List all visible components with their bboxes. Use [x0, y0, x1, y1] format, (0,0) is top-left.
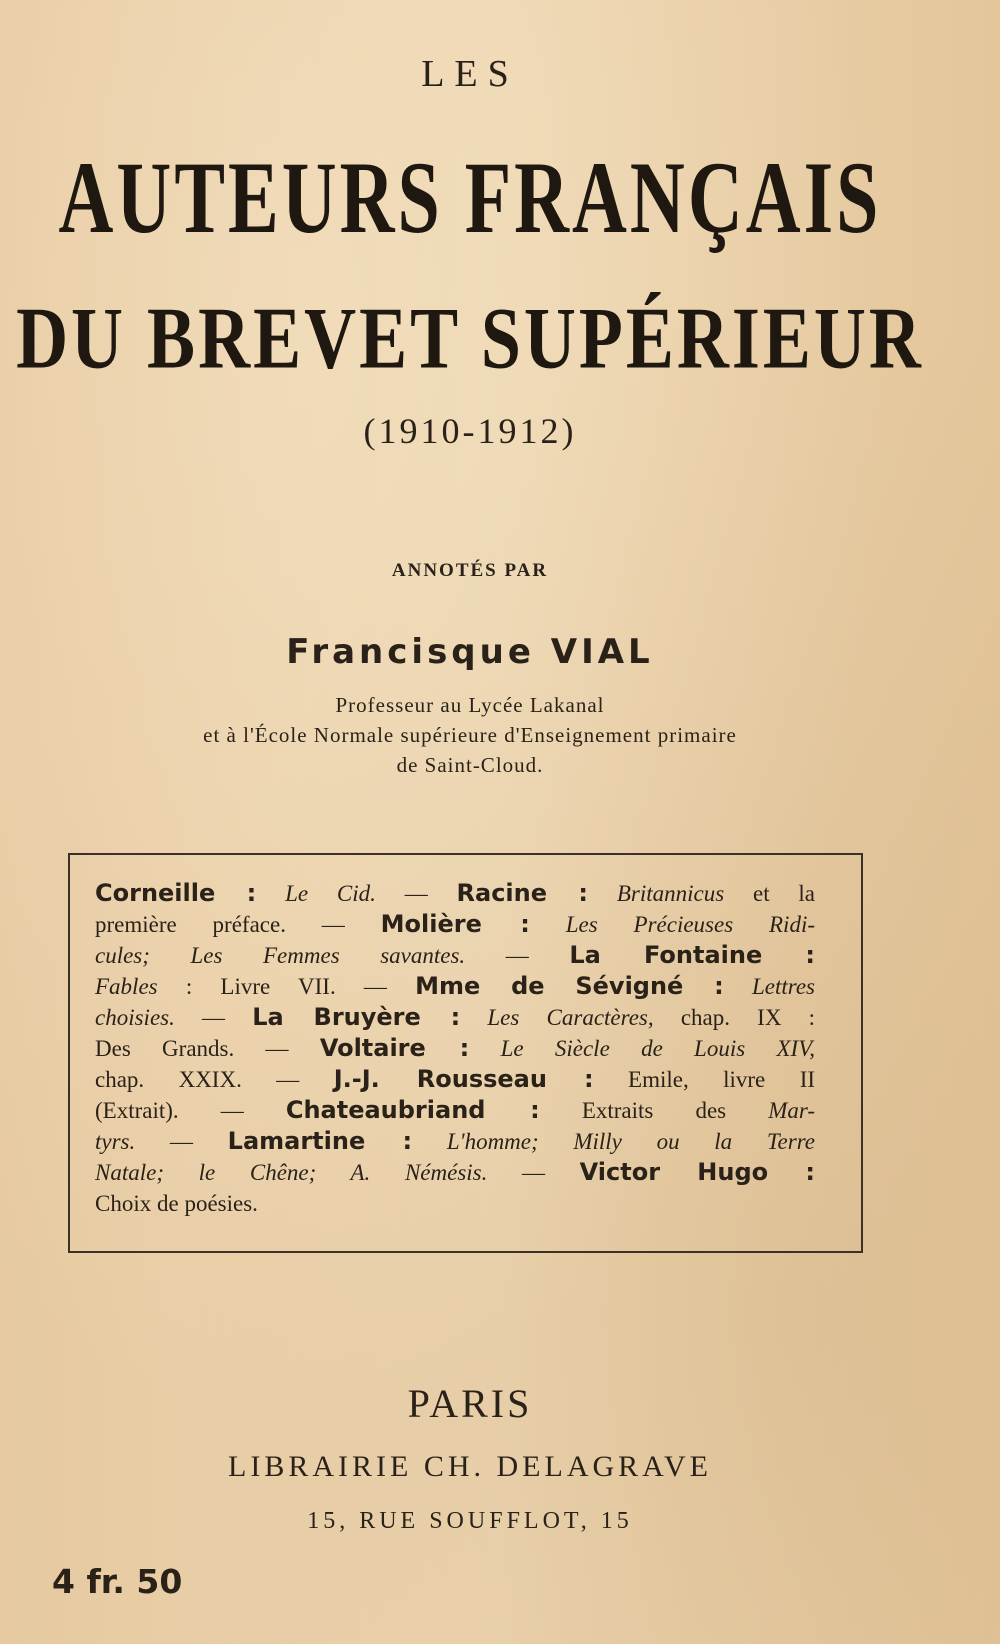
contents-text: chap. XXIX. — [95, 1067, 334, 1092]
contents-text: Choix de poésies. [95, 1191, 258, 1216]
contents-work-title: Le Siècle de Louis XIV, [500, 1036, 816, 1061]
contents-line [95, 1157, 815, 1188]
contents-author: Chateaubriand : [285, 1096, 540, 1124]
contents-line [95, 1126, 815, 1157]
contents-work-title: Les Précieuses Ridi- [565, 912, 815, 937]
contents-line [95, 1095, 815, 1126]
contents-work-title: Le Cid. [285, 881, 376, 906]
credential-line: Professeur au Lycée Lakanal [335, 693, 605, 717]
author-name: Francisque VIAL [286, 632, 654, 672]
contents-work-title: Fables [95, 974, 158, 999]
contents-author: J.-J. Rousseau : [333, 1065, 594, 1093]
contents-text [256, 881, 285, 906]
contents-text: première préface. — [95, 912, 381, 937]
contents-text: — [174, 1005, 253, 1030]
contents-text [460, 1005, 487, 1030]
contents-text: Des Grands. — [95, 1036, 320, 1061]
credential-line: de Saint-Cloud. [396, 753, 544, 777]
contents-text: : Livre VII. — [157, 974, 416, 999]
contents-author: Victor Hugo : [579, 1158, 815, 1186]
contents-author: Mme de Sévigné : [415, 972, 724, 1000]
imprint-city: PARIS [407, 1381, 533, 1426]
contents-author: Corneille : [95, 879, 257, 907]
price-label: 4 fr. 50 [52, 1562, 183, 1601]
contents-text: Emile, livre II [593, 1067, 816, 1092]
contents-work-title: cules; Les Femmes savantes. [95, 943, 466, 968]
contents-line [95, 1188, 815, 1219]
contents-line [95, 878, 815, 909]
contents-work-title: tyrs. [95, 1129, 136, 1154]
contents-work-title: Mar- [768, 1098, 816, 1123]
contents-author: La Bruyère : [252, 1003, 461, 1031]
contents-line [95, 940, 815, 971]
contents-author: Molière : [380, 910, 530, 938]
imprint-address: 15, RUE SOUFFLOT, 15 [307, 1508, 633, 1534]
contents-work-title: L'homme; Milly ou la Terre [446, 1129, 816, 1154]
contents-list [95, 878, 815, 1219]
title-years: (1910-1912) [363, 411, 577, 451]
contents-line [95, 1033, 815, 1064]
contents-author: Lamartine : [227, 1127, 413, 1155]
contents-text [724, 974, 752, 999]
contents-text: Extraits des [539, 1098, 769, 1123]
contents-text: — [135, 1129, 228, 1154]
contents-work-title: Britannicus [616, 881, 725, 906]
contents-text [469, 1036, 500, 1061]
contents-line [95, 1002, 815, 1033]
annotated-by-label: ANNOTÉS PAR [391, 560, 549, 581]
credential-line: et à l'École Normale supérieure d'Enseignement primaire [203, 723, 737, 747]
contents-text: — [487, 1160, 580, 1185]
contents-work-title: Natale; le Chêne; A. Némésis. [95, 1160, 488, 1185]
contents-line [95, 971, 815, 1002]
contents-author: Voltaire : [319, 1034, 470, 1062]
imprint-publisher: LIBRAIRIE CH. DELAGRAVE [228, 1450, 712, 1483]
title-line-brevet-superieur: DU BREVET SUPÉRIEUR [16, 289, 924, 387]
contents-text: et la [724, 881, 816, 906]
contents-work-title: Lettres [751, 974, 816, 999]
author-credentials [0, 690, 940, 780]
contents-text [530, 912, 566, 937]
contents-author: La Fontaine : [569, 941, 815, 969]
title-line-auteurs-francais: AUTEURS FRANÇAIS [58, 141, 882, 255]
contents-text: — [465, 943, 570, 968]
title-line-les: LES [421, 53, 519, 95]
contents-text [412, 1129, 447, 1154]
contents-author: Racine : [456, 879, 589, 907]
contents-work-title: choisies. [95, 1005, 175, 1030]
contents-text: chap. IX : [653, 1005, 816, 1030]
contents-text: — [375, 881, 457, 906]
contents-work-title: Les Caractères, [487, 1005, 654, 1030]
contents-line [95, 1064, 815, 1095]
contents-text [588, 881, 617, 906]
contents-text: (Extrait). — [95, 1098, 286, 1123]
contents-line [95, 909, 815, 940]
